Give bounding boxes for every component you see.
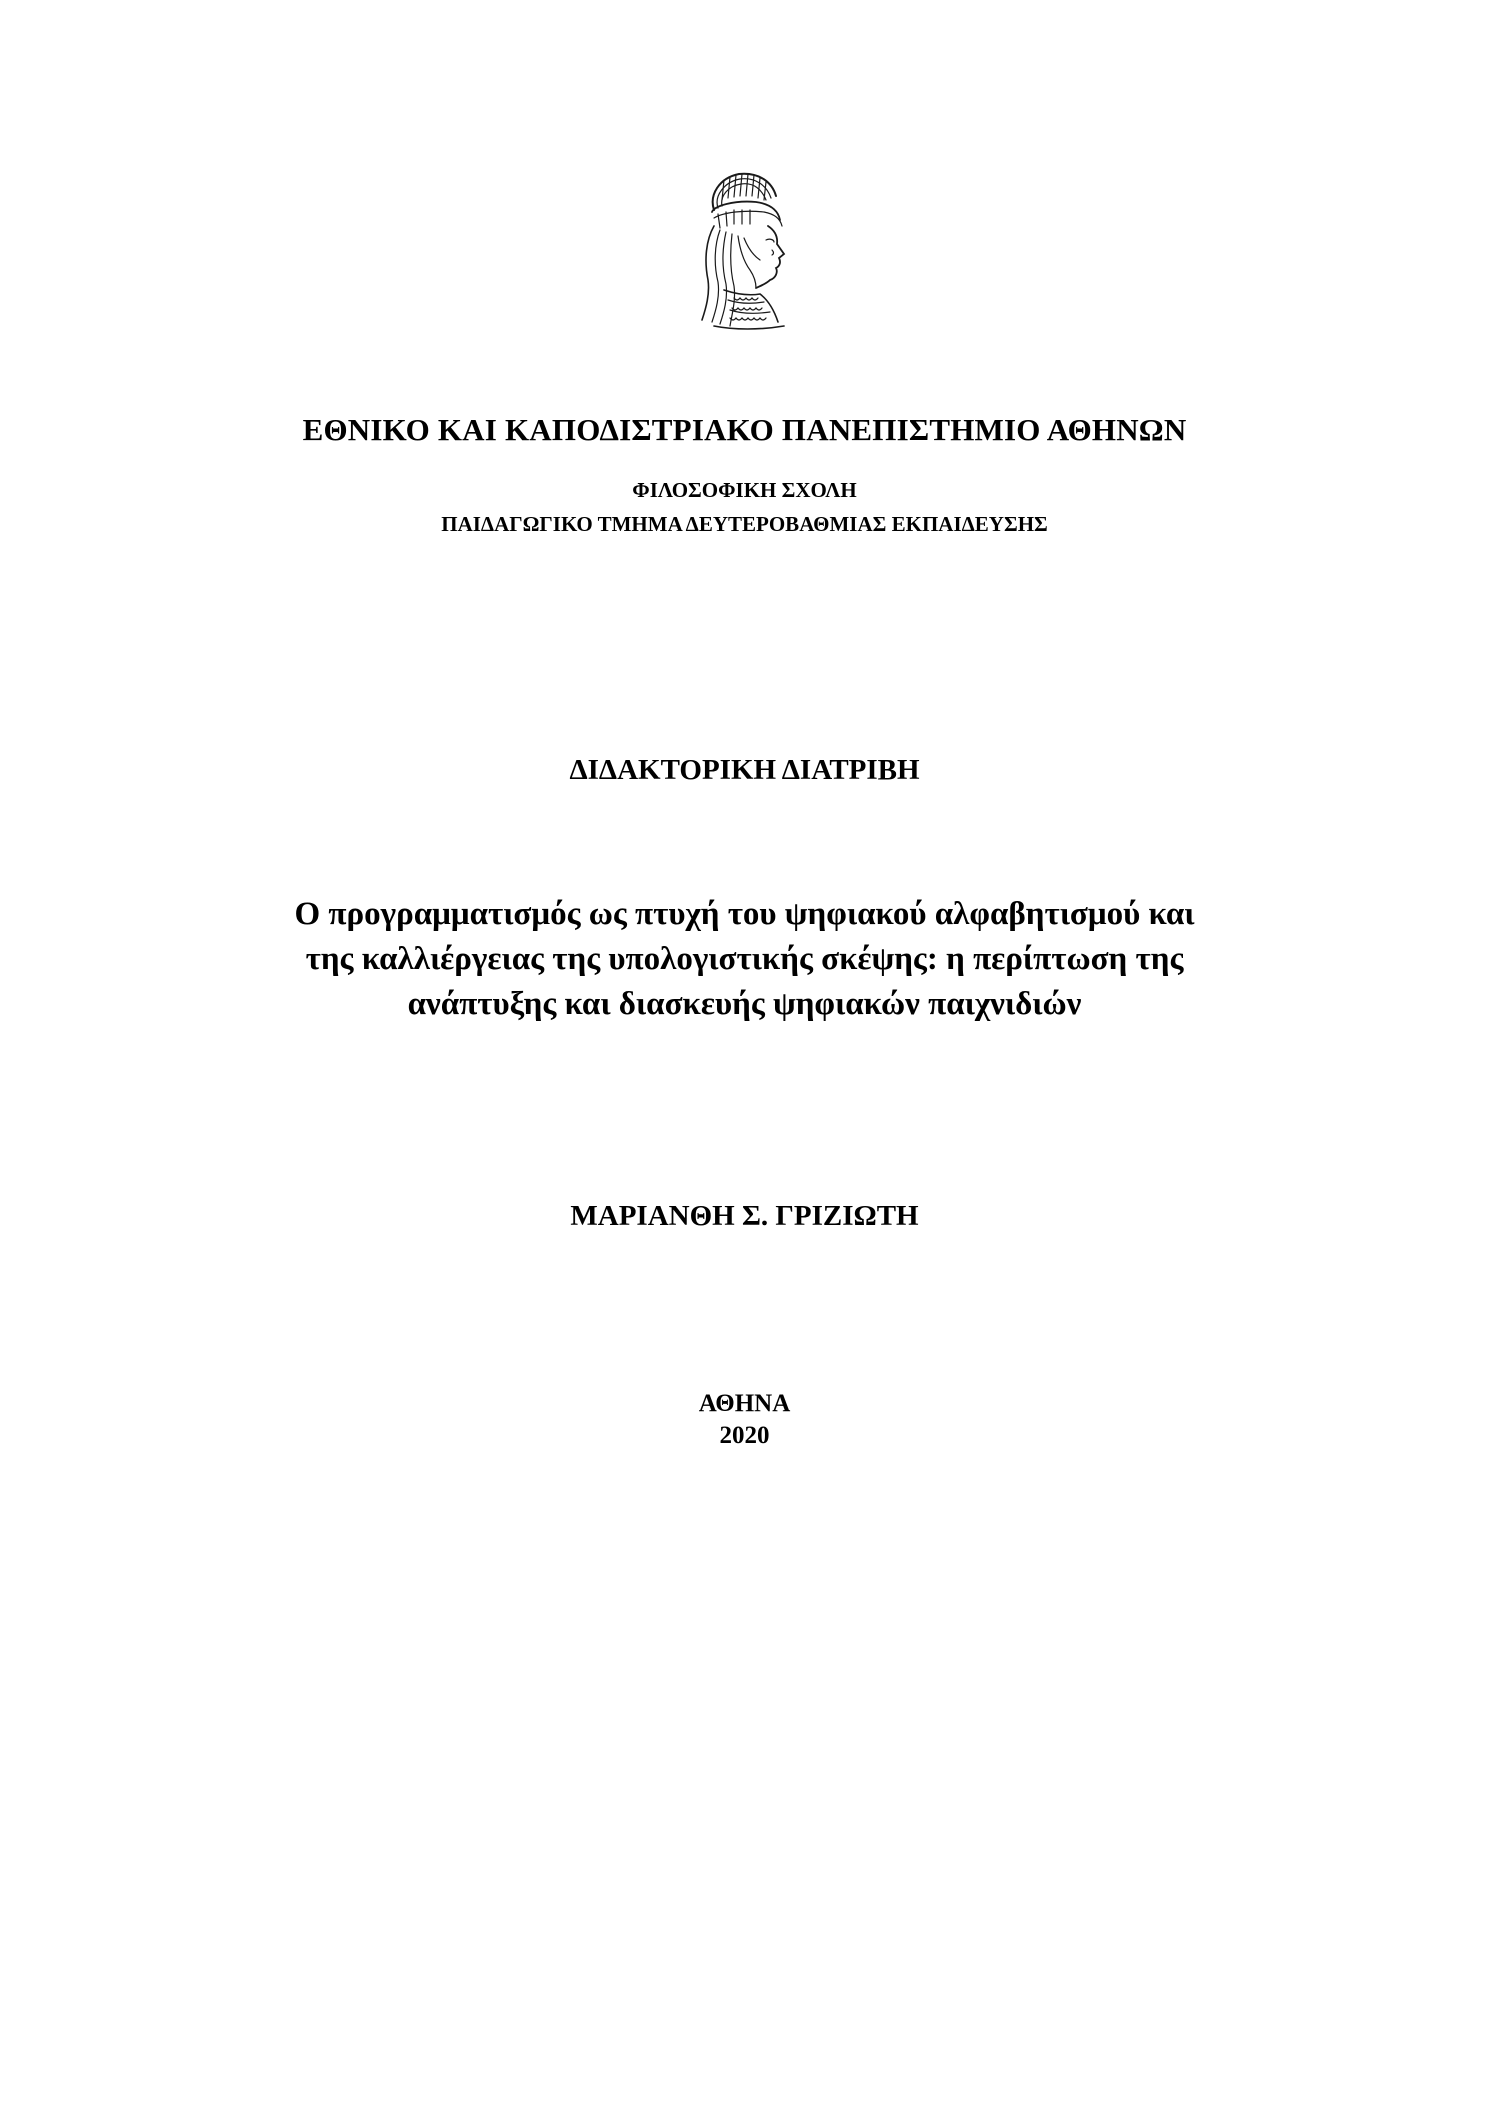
thesis-title-line: της καλλιέργειας της υπολογιστικής σκέψης: η περίπτωση της <box>305 941 1184 977</box>
author-name: ΜΑΡΙΑΝΘΗ Σ. ΓΡΙΖΙΩΤΗ <box>570 1200 919 1232</box>
year: 2020 <box>719 1422 770 1449</box>
school-name: ΦΙΛΟΣΟΦΙΚΗ ΣΧΟΛΗ <box>632 478 857 502</box>
department-name: ΠΑΙΔΑΓΩΓΙΚΟ ΤΜΗΜΑ ΔΕΥΤΕΡΟΒΑΘΜΙΑΣ ΕΚΠΑΙΔΕΥΣΗΣ <box>441 512 1048 536</box>
athena-head-emblem-icon <box>684 170 800 338</box>
thesis-title-line: Ο προγραμματισμός ως πτυχή του ψηφιακού αλφαβητισμού και <box>294 896 1195 932</box>
thesis-title <box>0 892 1489 1027</box>
university-name: ΕΘΝΙΚΟ ΚΑΙ ΚΑΠΟΔΙΣΤΡΙΑΚΟ ΠΑΝΕΠΙΣΤΗΜΙΟ ΑΘΗΝΩΝ <box>302 412 1187 447</box>
document-type: ΔΙΔΑΚΤΟΡΙΚΗ ΔΙΑΤΡΙΒΗ <box>569 754 920 786</box>
city: ΑΘΗΝΑ <box>698 1390 791 1417</box>
thesis-title-line: ανάπτυξης και διασκευής ψηφιακών παιχνιδιών <box>407 986 1082 1022</box>
